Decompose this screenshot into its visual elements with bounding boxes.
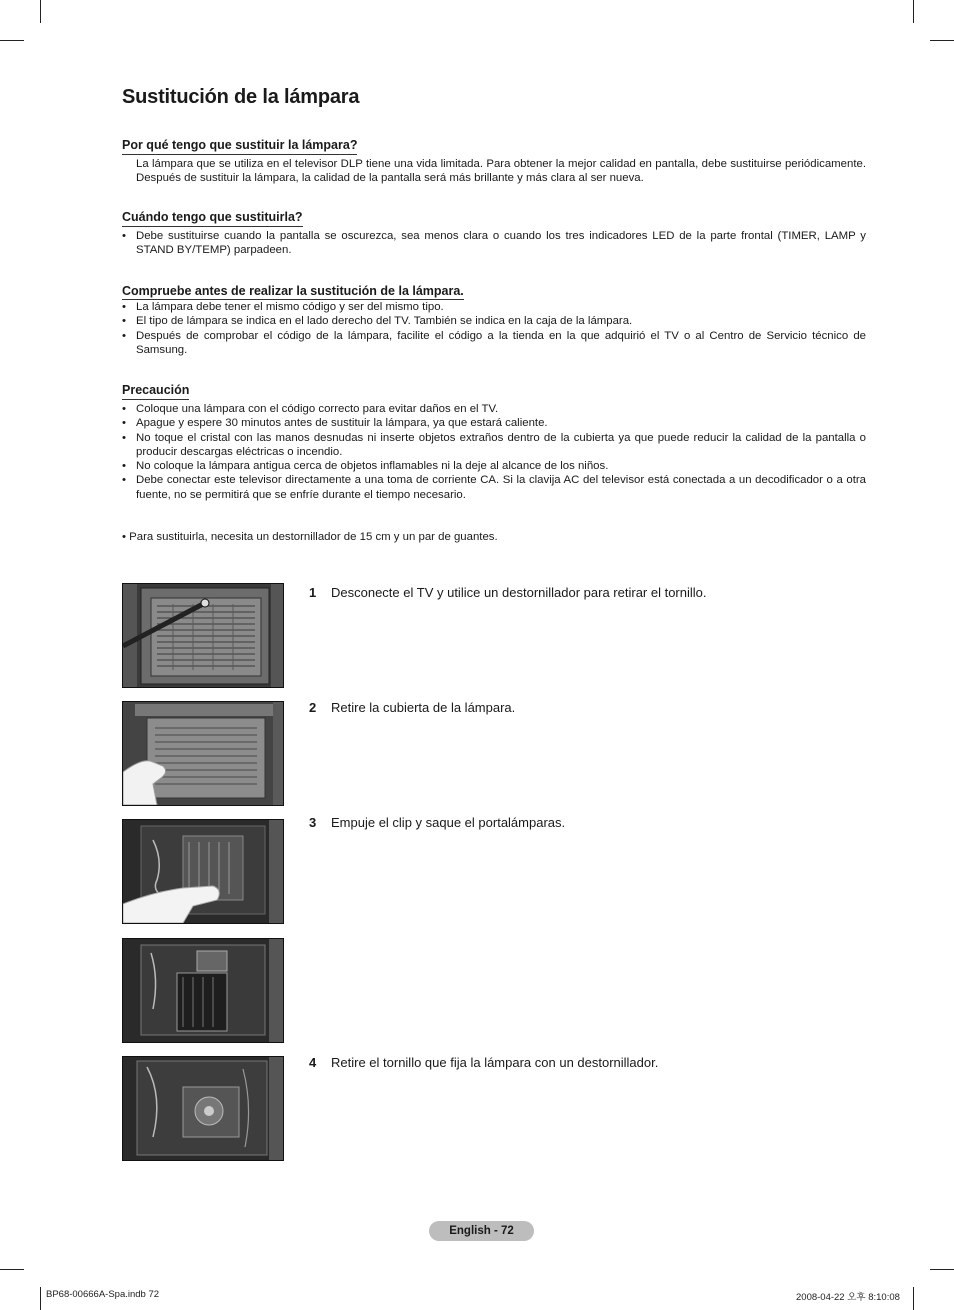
list-item: • Debe sustituirse cuando la pantalla se oscurezca, sea menos clara o cuando los tres indicadores LED de la parte frontal (TIMER, LAMP y STAND BY/TEMP) parpadeen. (122, 229, 866, 258)
footer-timestamp: 2008-04-22 오후 8:10:08 (796, 1292, 900, 1303)
list-item: • Debe conectar este televisor directamente a una toma de corriente CA. Si la clavija AC del televisor está conectada a un decodificador o a otra fuente, no se permitirá que se enfríe durante el tiempo necesario. (122, 473, 866, 502)
bullet-list (122, 402, 866, 502)
step-number: 1 (309, 585, 317, 600)
page-number-badge: English - 72 (429, 1221, 534, 1241)
crop-mark (930, 40, 954, 41)
step-1 (309, 585, 707, 601)
list-item: • Apague y espere 30 minutos antes de sustituir la lámpara, ya que estará caliente. (122, 416, 866, 430)
crop-mark (0, 1269, 24, 1270)
step-text: Retire el tornillo que fija la lámpara con un destornillador. (331, 1055, 659, 1070)
bullet-list (122, 300, 866, 357)
crop-mark (0, 40, 24, 41)
list-item: • Después de comprobar el código de la lámpara, facilite el código a la tienda en la que adquirió el TV o al Centro de Servicio técnico de Samsung. (122, 329, 866, 358)
step-2-photo (122, 701, 284, 806)
footer-file: BP68-00666A-Spa.indb 72 (46, 1289, 160, 1300)
list-item: • La lámpara debe tener el mismo código y ser del mismo tipo. (122, 300, 866, 314)
crop-mark (40, 1287, 41, 1310)
section-heading: Precaución (122, 383, 189, 400)
crop-mark (40, 0, 41, 23)
crop-mark (913, 0, 914, 23)
section-check (122, 282, 866, 357)
page-title: Sustitución de la lámpara (122, 86, 360, 108)
section-caution (122, 381, 866, 502)
step-number: 3 (309, 815, 317, 830)
section-heading: Por qué tengo que sustituir la lámpara? (122, 138, 357, 155)
step-number: 4 (309, 1055, 317, 1070)
step-text: Desconecte el TV y utilice un destornillador para retirar el tornillo. (331, 585, 707, 600)
list-item: • No coloque la lámpara antigua cerca de objetos inflamables ni la deje al alcance de los niños. (122, 459, 866, 473)
step-4-photo (122, 1056, 284, 1161)
step-3 (309, 815, 565, 831)
step-text: Empuje el clip y saque el portalámparas. (331, 815, 566, 830)
tools-note: • Para sustituirla, necesita un destornillador de 15 cm y un par de guantes. (122, 531, 498, 543)
step-number: 2 (309, 700, 317, 715)
section-heading: Compruebe antes de realizar la sustitución de la lámpara. (122, 284, 464, 298)
step-4 (309, 1055, 658, 1071)
step-1-photo (122, 583, 284, 688)
step-3-photo-2 (122, 938, 284, 1043)
list-item: • No toque el cristal con las manos desnudas ni inserte objetos extraños dentro de la cubierta ya que puede reducir la calidad de la pantalla o producir descargas eléctricas o incendio. (122, 431, 866, 460)
crop-mark (913, 1287, 914, 1310)
bullet-list (122, 229, 866, 258)
step-text: Retire la cubierta de la lámpara. (331, 700, 516, 715)
list-item: • Coloque una lámpara con el código correcto para evitar daños en el TV. (122, 402, 866, 416)
section-heading: Cuándo tengo que sustituirla? (122, 210, 303, 227)
list-item: • El tipo de lámpara se indica en el lado derecho del TV. También se indica en la caja de la lámpara. (122, 314, 866, 328)
step-3-photo (122, 819, 284, 924)
section-paragraph: La lámpara que se utiliza en el televisor DLP tiene una vida limitada. Para obtener la mejor calidad en pantalla, debe sustituirse periódicamente. Después de sustituir la lámpara, la calidad de la pantalla será más brillante y más clara al ser nueva. (136, 158, 866, 185)
section-when (122, 208, 866, 258)
crop-mark (930, 1269, 954, 1270)
section-why (122, 136, 866, 186)
step-2 (309, 700, 515, 716)
